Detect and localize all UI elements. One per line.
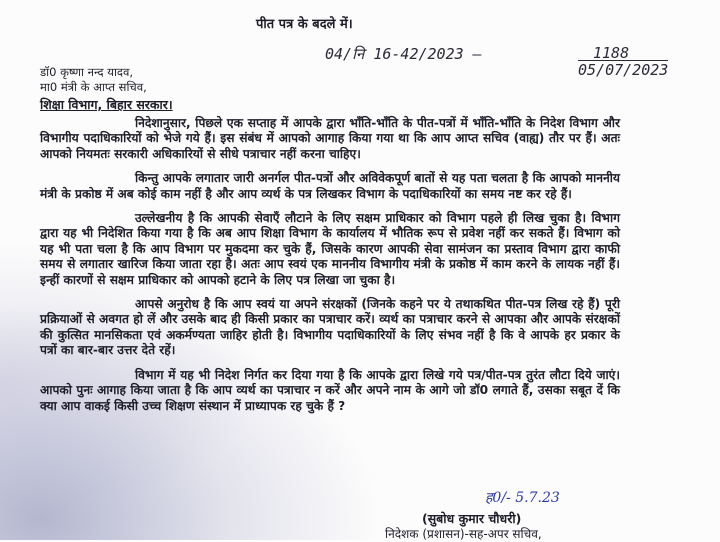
- recipient-designation: मा0 मंत्री के आप्त सचिव,: [40, 80, 147, 94]
- letter-subject: पीत पत्र के बदले में।: [256, 17, 353, 32]
- dispatch-number: 1188: [593, 44, 630, 62]
- signatory-designation: निदेशक (प्रशासन)-सह-अपर सचिव,: [385, 527, 542, 541]
- signatory-name: (सुबोध कुमार चौधरी): [422, 511, 522, 526]
- reference-number: 04/नि 16-42/2023 —: [325, 45, 482, 63]
- signature-scribble: ह0/- 5.7.23: [485, 490, 560, 506]
- letter-body: [40, 116, 620, 423]
- paragraph: उल्लेखनीय है कि आपकी सेवाएँ लौटाने के लिए सक्षम प्राधिकार को विभाग पहले ही लिख चुका है। विभाग द्वारा यह भी निदेशित किया गया है कि अब आप शिक्षा विभाग के कार्यालय में भौतिक रूप से प्रवेश नहीं कर सकते हैं। विभाग को यह भी पता चला है कि आप विभाग पर मुकदमा कर चुके हैं, जिसके कारण आपकी सेवा सामंजन का प्रस्ताव विभाग द्वारा काफी समय से लगातार खारिज किया जाता रहा है। अतः आप स्वयं एक माननीय विभागीय मंत्री के प्रकोष्ठ में काम करने के लायक नहीं हैं। इन्हीं कारणों से सक्षम प्राधिकार को आपको हटाने के लिए पत्र लिखा जा चुका है।: [40, 211, 620, 287]
- recipient-department: शिक्षा विभाग, बिहार सरकार।: [40, 97, 173, 112]
- paragraph: किन्तु आपके लगातार जारी अनर्गल पीत-पत्रों और अविवेकपूर्ण बातों से यह पता चलता है कि आपको माननीय मंत्री के प्रकोष्ठ में अब कोई काम नहीं है और आप व्यर्थ के पत्र लिखकर विभाग के पदाधिकारियों का समय नष्ट कर रहे हैं।: [40, 171, 620, 201]
- paragraph: विभाग में यह भी निदेश निर्गत कर दिया गया है कि आपके द्वारा लिखे गये पत्र/पीत-पत्र तुरंत लौटा दिये जाएं। आपको पुनः आगाह किया जाता है कि आप व्यर्थ का पत्राचार न करें और अपने नाम के आगे जो डॉ0 लगाते हैं, उसका सबूत दें कि क्या आप वाकई किसी उच्च शिक्षण संस्थान में प्राध्यापक रह चुके हैं ?: [40, 367, 620, 413]
- paragraph: निदेशानुसार, पिछले एक सप्ताह में आपके द्वारा भाँति-भाँति के पीत-पत्रों में भाँति-भाँति के निदेश विभाग और विभागीय पदाधिकारियों को भेजे गये हैं। इस संबंध में आपको आगाह किया गया था कि आप आप्त सचिव (वाह्य) तौर पर हैं। अतः आपको नियमतः सरकारी अधिकारियों से सीधे पत्राचार नहीं करना चाहिए।: [40, 116, 620, 161]
- dispatch-date: 05/07/2023: [578, 61, 669, 79]
- recipient-name: डॉ0 कृष्णा नन्द यादव,: [40, 65, 134, 79]
- paragraph: आपसे अनुरोध है कि आप स्वयं या अपने संरक्षकों (जिनके कहने पर ये तथाकथित पीत-पत्र लिख रहे हैं) पूरी प्रक्रियाओं से अवगत हो लें और उसके बाद ही किसी प्रकार का पत्राचार करें। व्यर्थ का पत्राचार करने से आपका और आपके संरक्षकों की कुत्सित मानसिकता एवं अकर्मण्यता जाहिर होती है। विभागीय पदाधिकारियों के लिए संभव नहीं है कि वे आपके हर प्रकार के पत्रों का बार-बार उत्तर देते रहें।: [40, 297, 620, 358]
